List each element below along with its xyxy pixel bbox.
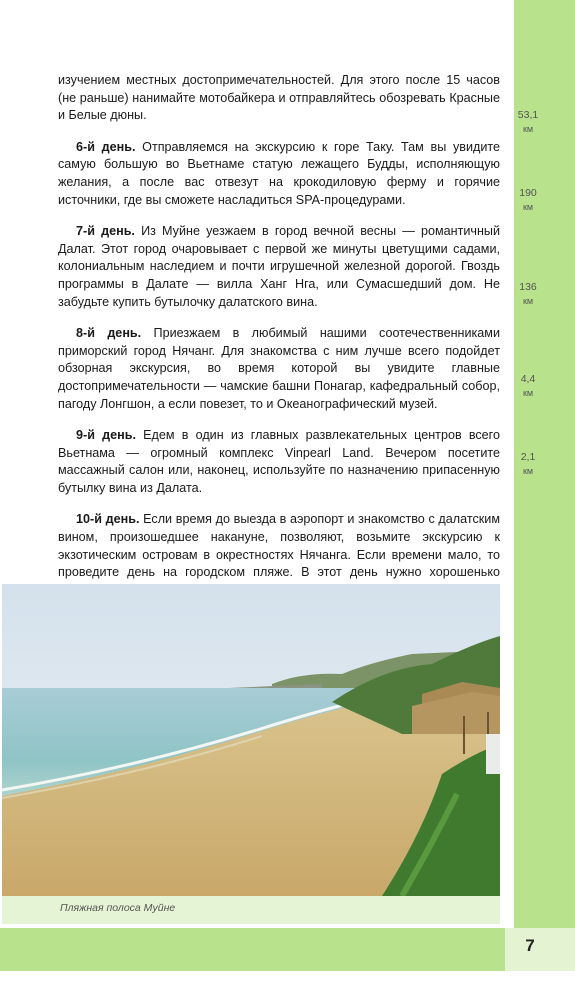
distance-marker bbox=[516, 280, 540, 308]
day-heading: 8-й день. bbox=[76, 326, 142, 341]
distance-unit: км bbox=[522, 296, 534, 307]
distance-marker bbox=[516, 372, 540, 400]
paragraph-text: Если время до выезда в аэропорт и знакомство с далатским вином, произошедшее накануне, позволяют, возьмите экскурсию к экзотическим островам в окрестностях Нячанга. Если времени мало, то проведите день на городском пляже. В этот день нужно хорошенько bbox=[58, 512, 500, 580]
day-heading: 7-й день. bbox=[76, 224, 135, 239]
distance-unit: км bbox=[522, 466, 534, 477]
distance-unit: км bbox=[522, 388, 534, 399]
paragraph bbox=[58, 427, 500, 497]
paragraph-text: изучением местных достопримечательностей. Для этого после 15 часов (не раньше) нанимайте мотобайкера и отправляйтесь обозревать Красные и Белые дюны. bbox=[58, 73, 500, 123]
distance-marker bbox=[516, 186, 540, 214]
page-number: 7 bbox=[525, 936, 535, 955]
paragraph-text: Едем в один из главных развлекательных центров всего Вьетнама — огромный комплекс Vinpearl Land. Вечером посетите массажный салон или, наконец, используйте по назначению припасенную бутылку вина из Далата. bbox=[58, 428, 500, 495]
paragraph-text: Приезжаем в любимый нашими соотечественниками приморский город Нячанг. Для знакомства с ним лучше всего подойдет обзорная экскурсия, во время которой вы увидите главные достопримечательности — чамские башни Понагар, кафедральный собор, пагоду Лонгшон, а если повезет, то и Океанографический музей. bbox=[58, 326, 500, 411]
distance-value: 53,1 bbox=[517, 109, 539, 121]
distance-value: 190 bbox=[519, 187, 537, 199]
day-heading: 6-й день. bbox=[76, 139, 136, 154]
distance-value: 2,1 bbox=[520, 451, 536, 463]
distance-value: 4,4 bbox=[520, 373, 536, 385]
footer-band bbox=[0, 928, 505, 971]
distance-marker bbox=[516, 108, 540, 136]
paragraph bbox=[58, 223, 500, 311]
body-text bbox=[58, 72, 500, 631]
distance-value: 136 bbox=[519, 281, 537, 293]
paragraph-text: Из Муйне уезжаем в город вечной весны — романтичный Далат. Этот город очаровывает с первой же минуты цветущими садами, колониальным наследием и почти игрушечной железной дорогой. Гвоздь программы в Далате — вилла Ханг Нга, или Сумасшедший дом. Не забудьте купить бутылочку далатского вина. bbox=[58, 224, 500, 309]
distance-unit: км bbox=[522, 202, 534, 213]
paragraph bbox=[58, 325, 500, 413]
photo-caption: Пляжная полоса Муйне bbox=[60, 902, 176, 914]
day-heading: 9-й день. bbox=[76, 428, 136, 443]
distance-unit: км bbox=[522, 124, 534, 135]
paragraph-text: Отправляемся на экскурсию к горе Таку. Там вы увидите самую большую во Вьетнаме статую лежащего Будды, исполняющую желания, а после вас отвезут на крокодиловую ферму и горячие источники, где вы сможете насладиться SPA-процедурами. bbox=[58, 139, 500, 207]
day-heading: 10-й день. bbox=[76, 512, 140, 527]
distance-marker bbox=[516, 450, 540, 478]
paragraph bbox=[58, 139, 500, 209]
beach-photo bbox=[2, 584, 500, 896]
paragraph bbox=[58, 72, 500, 125]
